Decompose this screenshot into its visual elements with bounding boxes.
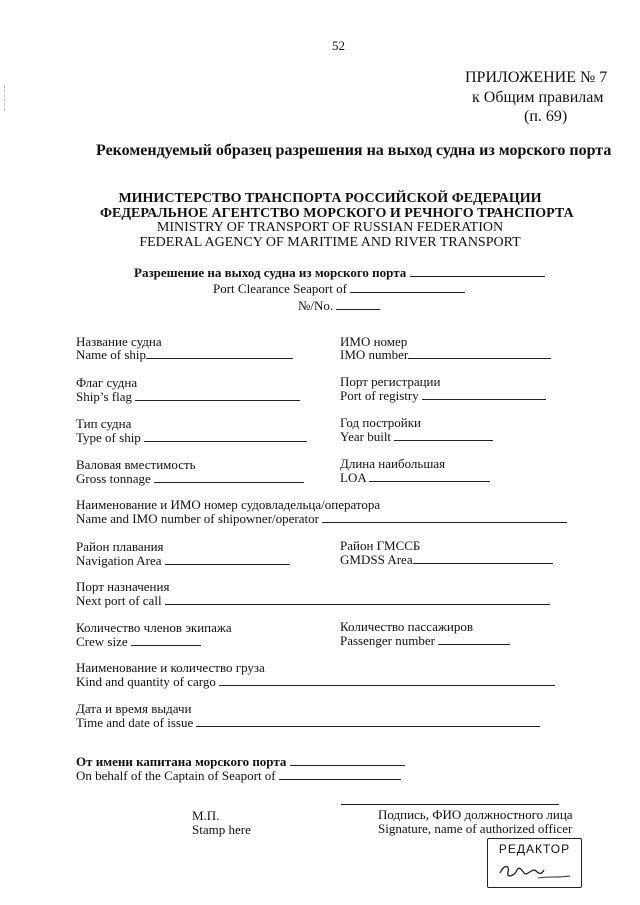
clearance-number-label: №/No. xyxy=(298,298,334,313)
tonnage-field xyxy=(76,471,304,487)
year-en: Year built xyxy=(340,429,392,444)
passengers-line[interactable] xyxy=(438,633,510,645)
ministry-ru-line1: МИНИСТЕРСТВО ТРАНСПОРТА РОССИЙСКОЙ ФЕДЕРАЦИИ xyxy=(118,191,542,206)
signature-ru: Подпись, ФИО должностного лица xyxy=(378,807,573,822)
clearance-number xyxy=(298,298,380,314)
owner-field xyxy=(76,511,567,527)
clearance-ru xyxy=(134,265,545,281)
loa-line[interactable] xyxy=(369,470,490,482)
owner-ru: Наименование и ИМО номер судовладельца/оператора xyxy=(76,497,381,512)
tonnage-en: Gross tonnage xyxy=(76,471,151,486)
imo-line[interactable] xyxy=(408,347,551,359)
scan-edge-mark xyxy=(4,85,6,111)
year-ru: Год постройки xyxy=(340,415,421,430)
year-line[interactable] xyxy=(394,429,493,441)
tonnage-ru: Валовая вместимость xyxy=(76,457,196,472)
loa-ru: Длина наибольшая xyxy=(340,456,446,471)
gmdss-ru: Район ГМССБ xyxy=(340,538,421,553)
crew-ru: Количество членов экипажа xyxy=(76,620,232,635)
gmdss-line[interactable] xyxy=(413,552,553,564)
flag-line[interactable] xyxy=(135,389,300,401)
issue-ru: Дата и время выдачи xyxy=(76,701,192,716)
clearance-number-line[interactable] xyxy=(336,298,380,310)
passengers-ru: Количество пассажиров xyxy=(340,619,473,634)
nav-line[interactable] xyxy=(165,553,290,565)
seaport-line[interactable] xyxy=(350,281,465,293)
owner-en: Name and IMO number of shipowner/operator xyxy=(76,511,319,526)
ministry-en-line2: FEDERAL AGENCY OF MARITIME AND RIVER TRANSPORT xyxy=(139,235,521,250)
cargo-en: Kind and quantity of cargo xyxy=(76,674,216,689)
imo-ru: ИМО номер xyxy=(340,334,408,349)
captain-en-label: On behalf of the Captain of Seaport of xyxy=(76,768,276,783)
clearance-en xyxy=(213,281,465,297)
type-field xyxy=(76,430,307,446)
registry-en: Port of registry xyxy=(340,388,419,403)
issue-field xyxy=(76,715,540,731)
nav-ru: Район плавания xyxy=(76,539,164,554)
crew-field xyxy=(76,634,201,650)
passengers-en: Passenger number xyxy=(340,633,435,648)
page-number: 52 xyxy=(332,38,345,53)
next-port-en: Next port of call xyxy=(76,593,162,608)
captain-ru-line[interactable] xyxy=(290,754,405,766)
stamp-ru: М.П. xyxy=(192,808,220,823)
nav-en: Navigation Area xyxy=(76,553,162,568)
document-heading: Рекомендуемый образец разрешения на выход судна из морского порта xyxy=(96,142,612,159)
ship-name-en: Name of ship xyxy=(76,347,147,362)
imo-field xyxy=(340,347,551,363)
registry-field xyxy=(340,388,546,404)
registry-ru: Порт регистрации xyxy=(340,374,441,389)
ship-name-line[interactable] xyxy=(146,347,293,359)
ship-name-ru: Название судна xyxy=(76,334,162,349)
editor-stamp xyxy=(487,838,582,888)
flag-en: Ship’s flag xyxy=(76,389,132,404)
cargo-ru: Наименование и количество груза xyxy=(76,660,265,675)
next-port-line[interactable] xyxy=(165,593,550,605)
crew-en: Crew size xyxy=(76,634,128,649)
type-line[interactable] xyxy=(144,430,307,442)
passengers-field xyxy=(340,633,510,649)
captain-en xyxy=(76,768,401,784)
clearance-ru-label: Разрешение на выход судна из морского порта xyxy=(134,265,407,280)
registry-line[interactable] xyxy=(422,388,546,400)
flag-ru: Флаг судна xyxy=(76,375,138,390)
owner-line[interactable] xyxy=(322,511,567,523)
gmdss-en: GMDSS Area xyxy=(340,552,413,567)
nav-field xyxy=(76,553,290,569)
issue-line[interactable] xyxy=(196,715,540,727)
type-ru: Тип судна xyxy=(76,416,132,431)
cargo-field xyxy=(76,674,555,690)
crew-line[interactable] xyxy=(131,634,201,646)
loa-field xyxy=(340,470,490,486)
editor-stamp-label: РЕДАКТОР xyxy=(498,842,571,856)
flag-field xyxy=(76,389,300,405)
signature-line[interactable] xyxy=(341,804,559,805)
ship-name-field xyxy=(76,347,293,363)
ministry-ru-line2: ФЕДЕРАЛЬНОЕ АГЕНТСТВО МОРСКОГО И РЕЧНОГО ТРАНСПОРТА xyxy=(100,206,574,221)
clearance-ru-line[interactable] xyxy=(410,265,545,277)
year-field xyxy=(340,429,493,445)
next-port-ru: Порт назначения xyxy=(76,579,170,594)
loa-en: LOA xyxy=(340,470,366,485)
appendix-paragraph: (п. 69) xyxy=(524,108,568,125)
captain-ru-label: От имени капитана морского порта xyxy=(76,754,287,769)
gmdss-field xyxy=(340,552,553,568)
next-port-field xyxy=(76,593,550,609)
stamp-en: Stamp here xyxy=(192,822,251,837)
captain-en-line[interactable] xyxy=(279,768,401,780)
tonnage-line[interactable] xyxy=(154,471,304,483)
ministry-en-line1: MINISTRY OF TRANSPORT OF RUSSIAN FEDERATION xyxy=(156,220,504,235)
type-en: Type of ship xyxy=(76,430,141,445)
signature-en: Signature, name of authorized officer xyxy=(378,821,573,836)
appendix-subtitle: к Общим правилам xyxy=(472,89,604,106)
issue-en: Time and date of issue xyxy=(76,715,194,730)
imo-en: IMO number xyxy=(340,347,409,362)
signature-scribble-icon xyxy=(496,861,574,883)
clearance-en-label: Port Clearance Seaport of xyxy=(213,281,347,296)
appendix-title: ПРИЛОЖЕНИЕ № 7 xyxy=(465,69,608,86)
cargo-line[interactable] xyxy=(219,674,555,686)
